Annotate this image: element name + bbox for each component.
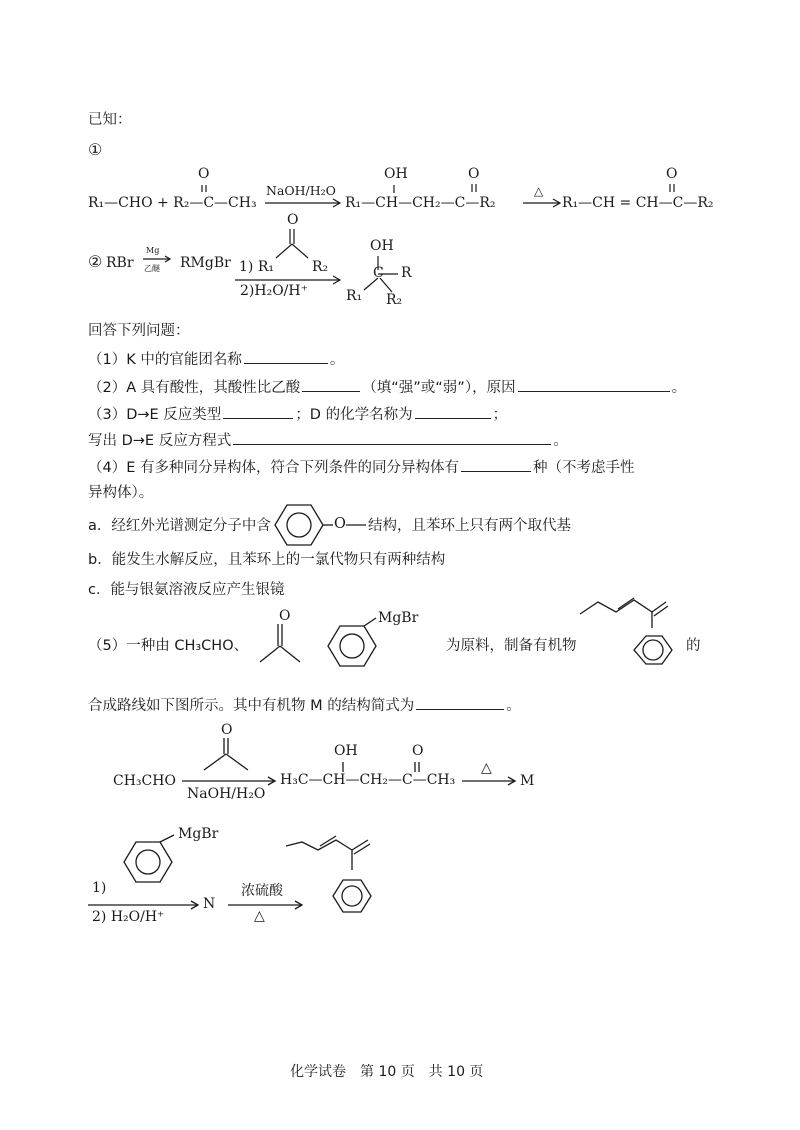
route-reagent: NaOH/H₂O — [187, 786, 266, 802]
condition-c: c．能与银氨溶液反应产生银镜 — [88, 582, 285, 598]
route-m: M — [520, 773, 535, 789]
route-product: H₃C—CH—CH₂—C—CH₃ — [280, 772, 456, 788]
rxn2-product-carbon: C — [373, 265, 384, 281]
question-1-text: （1）K 中的官能团名称 — [88, 352, 242, 368]
question-5-line-2-text: 合成路线如下图所示。其中有机物 M 的结构简式为 — [88, 698, 415, 714]
route-step-1: 1) — [92, 880, 107, 896]
question-3-end: ； — [492, 407, 508, 423]
rxn2-product-oh: OH — [370, 238, 394, 254]
route-product-oxygen: O — [412, 743, 424, 759]
item-2-marker: ② — [88, 252, 103, 271]
question-4-line-2: 异构体）。 — [88, 485, 154, 501]
route-acetone-oxygen: O — [221, 722, 233, 738]
rxn2-ether: 乙醚 — [144, 264, 160, 273]
condition-a-part-1: a．经红外光谱测定分子中含 — [88, 518, 271, 534]
rxn1-product-2-oxygen: O — [666, 166, 678, 182]
rxn2-step-2: 2)H₂O/H⁺ — [240, 283, 308, 299]
rxn2-step-1: 1) R₁ — [239, 259, 274, 275]
condition-a-part-2: 结构，且苯环上只有两个取代基 — [368, 518, 571, 534]
route-heat: △ — [481, 760, 492, 776]
question-4-text-a: （4）E 有多种同分异构体，符合下列条件的同分异构体有 — [88, 460, 459, 476]
known-label: 已知： — [88, 112, 132, 128]
rxn2-product-r: R — [401, 265, 412, 281]
question-5-part-a: （5）一种由 CH₃CHO、 — [88, 638, 249, 654]
route-acid: 浓硫酸 — [241, 883, 283, 899]
page-footer: 化学试卷 第 10 页 共 10 页 — [290, 1064, 484, 1080]
rxn1-product-1-oxygen: O — [468, 166, 480, 182]
rxn2-product-r1: R₁ — [346, 288, 363, 304]
route-step-2: 2) H₂O/H⁺ — [92, 909, 165, 925]
rxn1-reactants: R₁—CHO + R₂—C—CH₃ — [88, 195, 257, 211]
route-n: N — [203, 896, 216, 912]
rxn2-mg: Mg — [146, 246, 160, 255]
route-start: CH₃CHO — [113, 773, 176, 789]
question-3-text-b: ；D 的化学名称为 — [295, 407, 413, 423]
item-1-marker: ① — [88, 140, 103, 159]
question-3-text-a: （3）D→E 反应类型 — [88, 407, 222, 423]
answer-intro: 回答下列问题： — [88, 323, 190, 339]
rxn2-ketone-oxygen: O — [287, 212, 299, 228]
rxn2-product-r2: R₂ — [386, 292, 403, 308]
rxn1-heat-symbol: △ — [534, 184, 544, 198]
q5-acetone-oxygen: O — [279, 608, 291, 624]
rxn1-product-1: R₁—CH—CH₂—C—R₂ — [345, 195, 496, 211]
question-4-text-b: 种（不考虑手性 — [533, 460, 635, 476]
route-mgbr-label: MgBr — [178, 826, 219, 842]
question-2-end: 。 — [671, 380, 687, 396]
question-5-part-c: 的 — [686, 638, 701, 654]
question-3-line-2-end: 。 — [553, 433, 568, 449]
condition-a-oxygen: O — [334, 516, 346, 532]
question-1-end: 。 — [329, 352, 345, 368]
question-2-text-b: （填“强”或“弱”），原因 — [362, 380, 516, 396]
rxn2-grignard: RMgBr — [180, 255, 231, 271]
question-2-text-a: （2）A 具有酸性，其酸性比乙酸 — [88, 380, 301, 396]
question-3-line-2-text: 写出 D→E 反应方程式 — [88, 433, 232, 449]
rxn2-r2: R₂ — [312, 259, 329, 275]
condition-b: b．能发生水解反应，且苯环上的一氯代物只有两种结构 — [88, 552, 446, 568]
route-heat-2: △ — [254, 908, 265, 924]
q5-phenyl-mgbr-label: MgBr — [378, 610, 419, 626]
question-5-line-2-end: 。 — [506, 698, 521, 714]
rxn2-start: RBr — [106, 255, 134, 271]
rxn1-product-2: R₁—CH = CH—C—R₂ — [562, 195, 714, 211]
rxn1-reactant-oxygen: O — [198, 166, 210, 182]
route-oh: OH — [334, 743, 358, 759]
rxn1-reagent: NaOH/H₂O — [266, 183, 336, 198]
question-5-part-b: 为原料，制备有机物 — [446, 638, 577, 654]
rxn1-product-1-oh: OH — [384, 166, 408, 182]
